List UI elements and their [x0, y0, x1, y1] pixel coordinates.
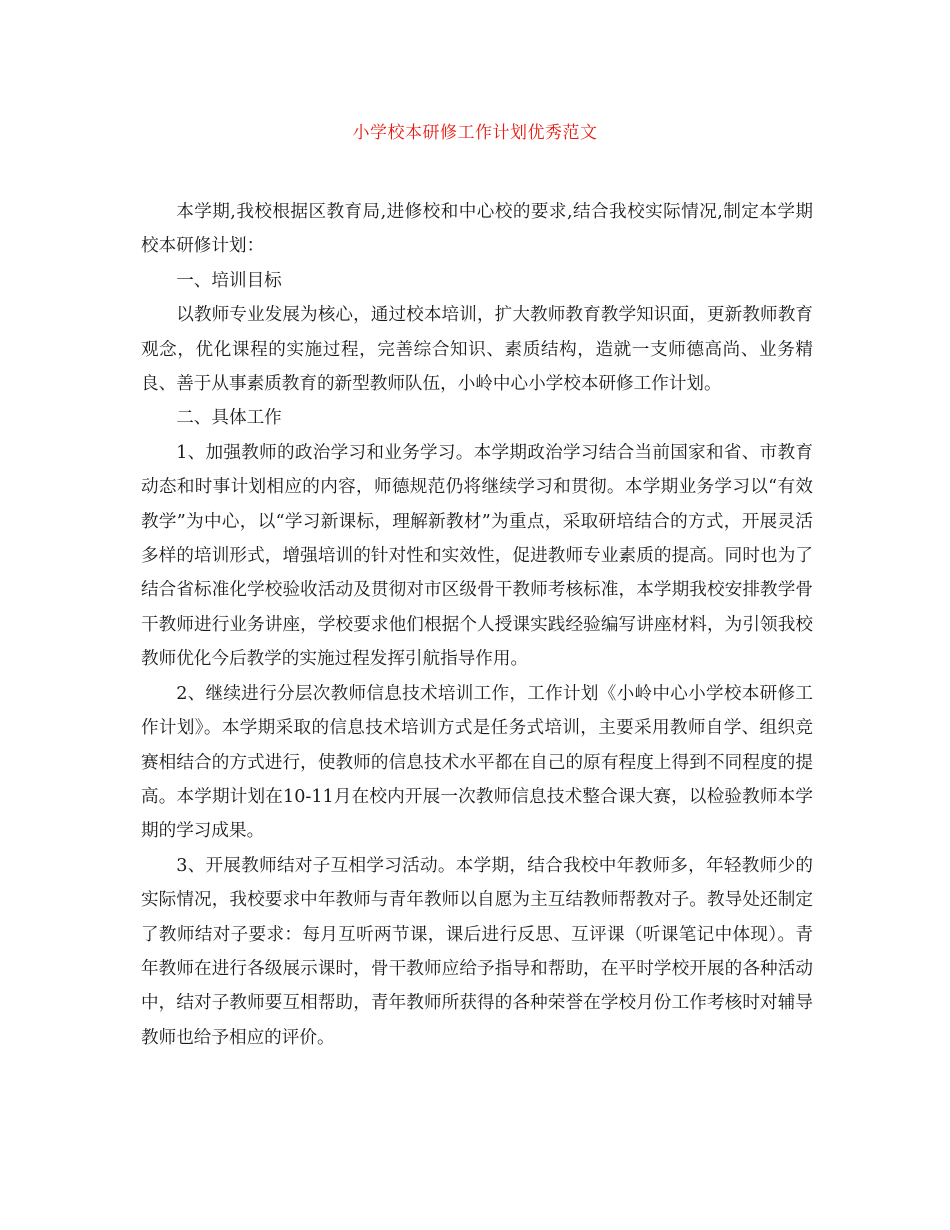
- work-item-1-paragraph: 1、加强教师的政治学习和业务学习。本学期政治学习结合当前国家和省、市教育动态和时事计划相应的内容，师德规范仍将继续学习和贯彻。本学期业务学习以“有效教学”为中心，以“学习新课标，理解新教材”为重点，采取研培结合的方式，开展灵活多样的培训形式，增强培训的针对性和实效性，促进教师专业素质的提高。同时也为了结合省标准化学校验收活动及贯彻对市区级骨干教师考核标准，本学期我校安排教学骨干教师进行业务讲座，学校要求他们根据个人授课实践经验编写讲座材料，为引领我校教师优化今后教学的实施过程发挥引航指导作用。: [141, 442, 813, 670]
- intro-paragraph: 本学期,我校根据区教育局,进修校和中心校的要求,结合我校实际情况,制定本学期校本研修计划：: [141, 202, 813, 257]
- section-heading-specific-work: 二、具体工作: [176, 408, 282, 429]
- document-body: [141, 195, 813, 1055]
- work-item-3-paragraph: 3、开展教师结对子互相学习活动。本学期，结合我校中年教师多，年轻教师少的实际情况，我校要求中年教师与青年教师以自愿为主互结教师帮教对子。教导处还制定了教师结对子要求：每月互听两节课，课后进行反思、互评课（听课笔记中体现）。青年教师在进行各级展示课时，骨干教师应给予指导和帮助，在平时学校开展的各种活动中，结对子教师要互相帮助，青年教师所获得的各种荣誉在学校月份工作考核时对辅导教师也给予相应的评价。: [141, 855, 813, 1048]
- document-title: 小学校本研修工作计划优秀范文: [352, 123, 598, 143]
- training-goals-paragraph: 以教师专业发展为核心，通过校本培训，扩大教师教育教学知识面，更新教师教育观念，优化课程的实施过程，完善综合知识、素质结构，造就一支师德高尚、业务精良、善于从事素质教育的新型教师队伍，小岭中心小学校本研修工作计划。: [141, 305, 813, 395]
- section-heading-training-goals: 一、培训目标: [176, 270, 282, 291]
- work-item-2-paragraph: 2、继续进行分层次教师信息技术培训工作，工作计划《小岭中心小学校本研修工作计划》。本学期采取的信息技术培训方式是任务式培训，主要采用教师自学、组织竞赛相结合的方式进行，使教师的信息技术水平都在自己的原有程度上得到不同程度的提高。本学期计划在10-11月在校内开展一次教师信息技术整合课大赛，以检验教师本学期的学习成果。: [141, 683, 813, 842]
